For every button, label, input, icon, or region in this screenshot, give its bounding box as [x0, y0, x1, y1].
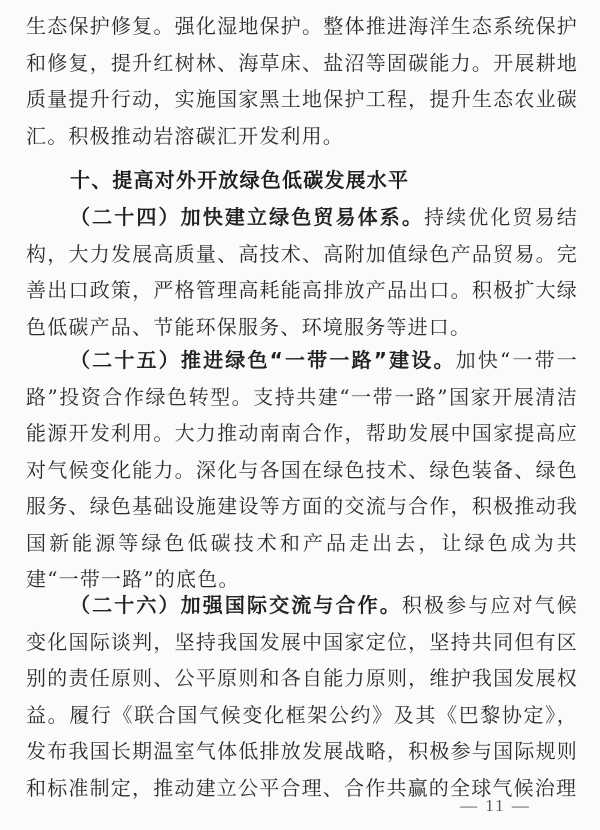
paragraph-international-cooperation	[26, 587, 578, 806]
paragraph-lead: （二十五）推进绿色“一带一路”建设。	[70, 348, 456, 372]
paragraph-text: 加快“一带一路”投资合作绿色转型。支持共建“一带一路”国家开展清洁能源开发利用。大力推动南南合作，帮助发展中国家提高应对气候变化能力。深化与各国在绿色技术、绿色装备、绿色服务、绿色基础设施建设等方面的交流与合作，积极推动我国新能源等绿色低碳技术和产品走出去，让绿色成为共建“一带一路”的底色。	[26, 348, 578, 591]
paragraph-text: 持续优化贸易结构，大力发展高质量、高技术、高附加值绿色产品贸易。完善出口政策，严格管理高耗能高排放产品出口。积极扩大绿色低碳产品、节能环保服务、环境服务等进口。	[26, 205, 578, 339]
paragraph-ecological-restoration	[26, 8, 578, 154]
paragraph-belt-and-road	[26, 342, 578, 598]
paragraph-lead: （二十四）加快建立绿色贸易体系。	[70, 205, 425, 229]
section-heading: 十、提高对外开放绿色低碳发展水平	[70, 168, 410, 192]
paragraph-text: 积极参与应对气候变化国际谈判，坚持我国发展中国家定位，坚持共同但有区别的责任原则、公平原则和各自能力原则，维护我国发展权益。履行《联合国气候变化框架公约》及其《巴黎协定》，发布我国长期温室气体低排放发展战略，积极参与国际规则和标准制定，推动建立公平合理、合作共赢的全球气候治理	[26, 593, 578, 800]
paragraph-text: 生态保护修复。强化湿地保护。整体推进海洋生态系统保护和修复，提升红树林、海草床、盐沼等固碳能力。开展耕地质量提升行动，实施国家黑土地保护工程，提升生态农业碳汇。积极推动岩溶碳汇开发利用。	[26, 14, 578, 148]
page-number: — 11 —	[460, 796, 531, 815]
paragraph-green-trade	[26, 199, 578, 345]
paragraph-lead: （二十六）加强国际交流与合作。	[70, 593, 402, 617]
